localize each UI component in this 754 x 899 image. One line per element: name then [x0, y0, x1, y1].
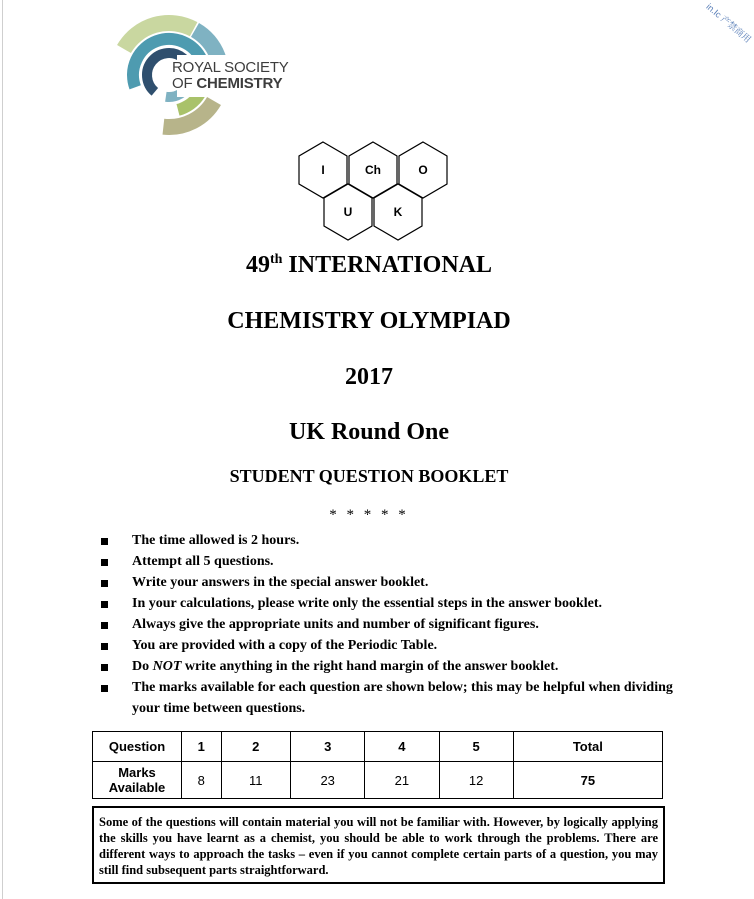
title-line-1 — [0, 252, 738, 279]
marks-value: 21 — [365, 762, 439, 799]
question-number: 3 — [291, 732, 365, 762]
rsc-logo-text — [172, 60, 289, 92]
instruction-item — [98, 572, 678, 593]
bullet-square-icon — [101, 643, 108, 650]
bullet-square-icon — [101, 685, 108, 692]
page-edge — [2, 0, 3, 899]
instruction-item — [98, 593, 678, 614]
bullet-square-icon — [101, 664, 108, 671]
instruction-item — [98, 530, 678, 551]
bullet-square-icon — [101, 559, 108, 566]
question-number: 5 — [439, 732, 513, 762]
title-international: INTERNATIONAL — [288, 252, 493, 278]
header-question: Question — [93, 732, 182, 762]
instruction-item — [98, 551, 678, 572]
title-booklet: STUDENT QUESTION BOOKLET — [229, 466, 509, 486]
corner-watermark-text: in.Ic 产禁商用 — [704, 1, 753, 45]
hex-letter-3: O — [418, 163, 428, 177]
instructions-list — [98, 530, 678, 719]
bullet-square-icon — [101, 538, 108, 545]
instruction-item — [98, 677, 678, 719]
instruction-text: The time allowed is 2 hours. — [132, 533, 300, 548]
title-line-2: CHEMISTRY OLYMPIAD — [227, 308, 511, 334]
table-row-marks — [93, 762, 663, 799]
header-total: Total — [513, 732, 662, 762]
note-box: Some of the questions will contain material you will not be familiar with. However, by logically applying the skills you have learnt as a chemist, you should be able to work through the problems. There are different ways to approach the tasks – even if you cannot complete certain parts of a question, you may still find subsequent parts straightforward. — [92, 806, 665, 884]
instruction-text: The marks available for each question are shown below; this may be helpful when dividing your time between questions. — [132, 680, 673, 716]
question-number: 4 — [365, 732, 439, 762]
bullet-square-icon — [101, 580, 108, 587]
instruction-text: Write your answers in the special answer booklet. — [132, 575, 429, 590]
instruction-item — [98, 656, 678, 677]
instruction-emphasis: NOT — [152, 659, 182, 674]
table-row-questions — [93, 732, 663, 762]
stars-divider: * * * * * — [329, 507, 409, 523]
instruction-text: Attempt all 5 questions. — [132, 554, 274, 569]
logo-line-1: ROYAL SOCIETY — [172, 59, 289, 76]
header-marks-available: Marks Available — [93, 762, 182, 799]
title-number: 49 — [245, 252, 270, 278]
corner-watermark — [698, 0, 753, 45]
logo-chemistry: CHEMISTRY — [196, 75, 283, 92]
title-year: 2017 — [345, 364, 393, 390]
question-number: 1 — [182, 732, 222, 762]
title-suffix: th — [269, 252, 283, 267]
marks-value: 8 — [182, 762, 222, 799]
bullet-square-icon — [101, 601, 108, 608]
title-round: UK Round One — [288, 419, 450, 445]
instruction-text: Always give the appropriate units and number of significant figures. — [132, 617, 539, 632]
hex-letter-4: U — [343, 205, 353, 219]
marks-value: 11 — [221, 762, 291, 799]
instruction-text-after: write anything in the right hand margin of the answer booklet. — [181, 659, 559, 674]
icho-hexagon-logo — [296, 138, 454, 242]
hex-letter-5: K — [393, 205, 403, 219]
marks-total: 75 — [513, 762, 662, 799]
instruction-item — [98, 614, 678, 635]
hex-letter-1: I — [321, 163, 325, 177]
marks-value: 23 — [291, 762, 365, 799]
logo-of: OF — [172, 75, 193, 92]
marks-value: 12 — [439, 762, 513, 799]
instruction-text: In your calculations, please write only the essential steps in the answer booklet. — [132, 596, 603, 611]
instruction-text: You are provided with a copy of the Periodic Table. — [132, 638, 438, 653]
logo-line-2 — [172, 76, 289, 92]
marks-table — [92, 731, 663, 799]
hex-letter-2: Ch — [365, 163, 381, 177]
bullet-square-icon — [101, 622, 108, 629]
instruction-text-before: Do — [132, 659, 153, 674]
instruction-item — [98, 635, 678, 656]
question-number: 2 — [221, 732, 291, 762]
